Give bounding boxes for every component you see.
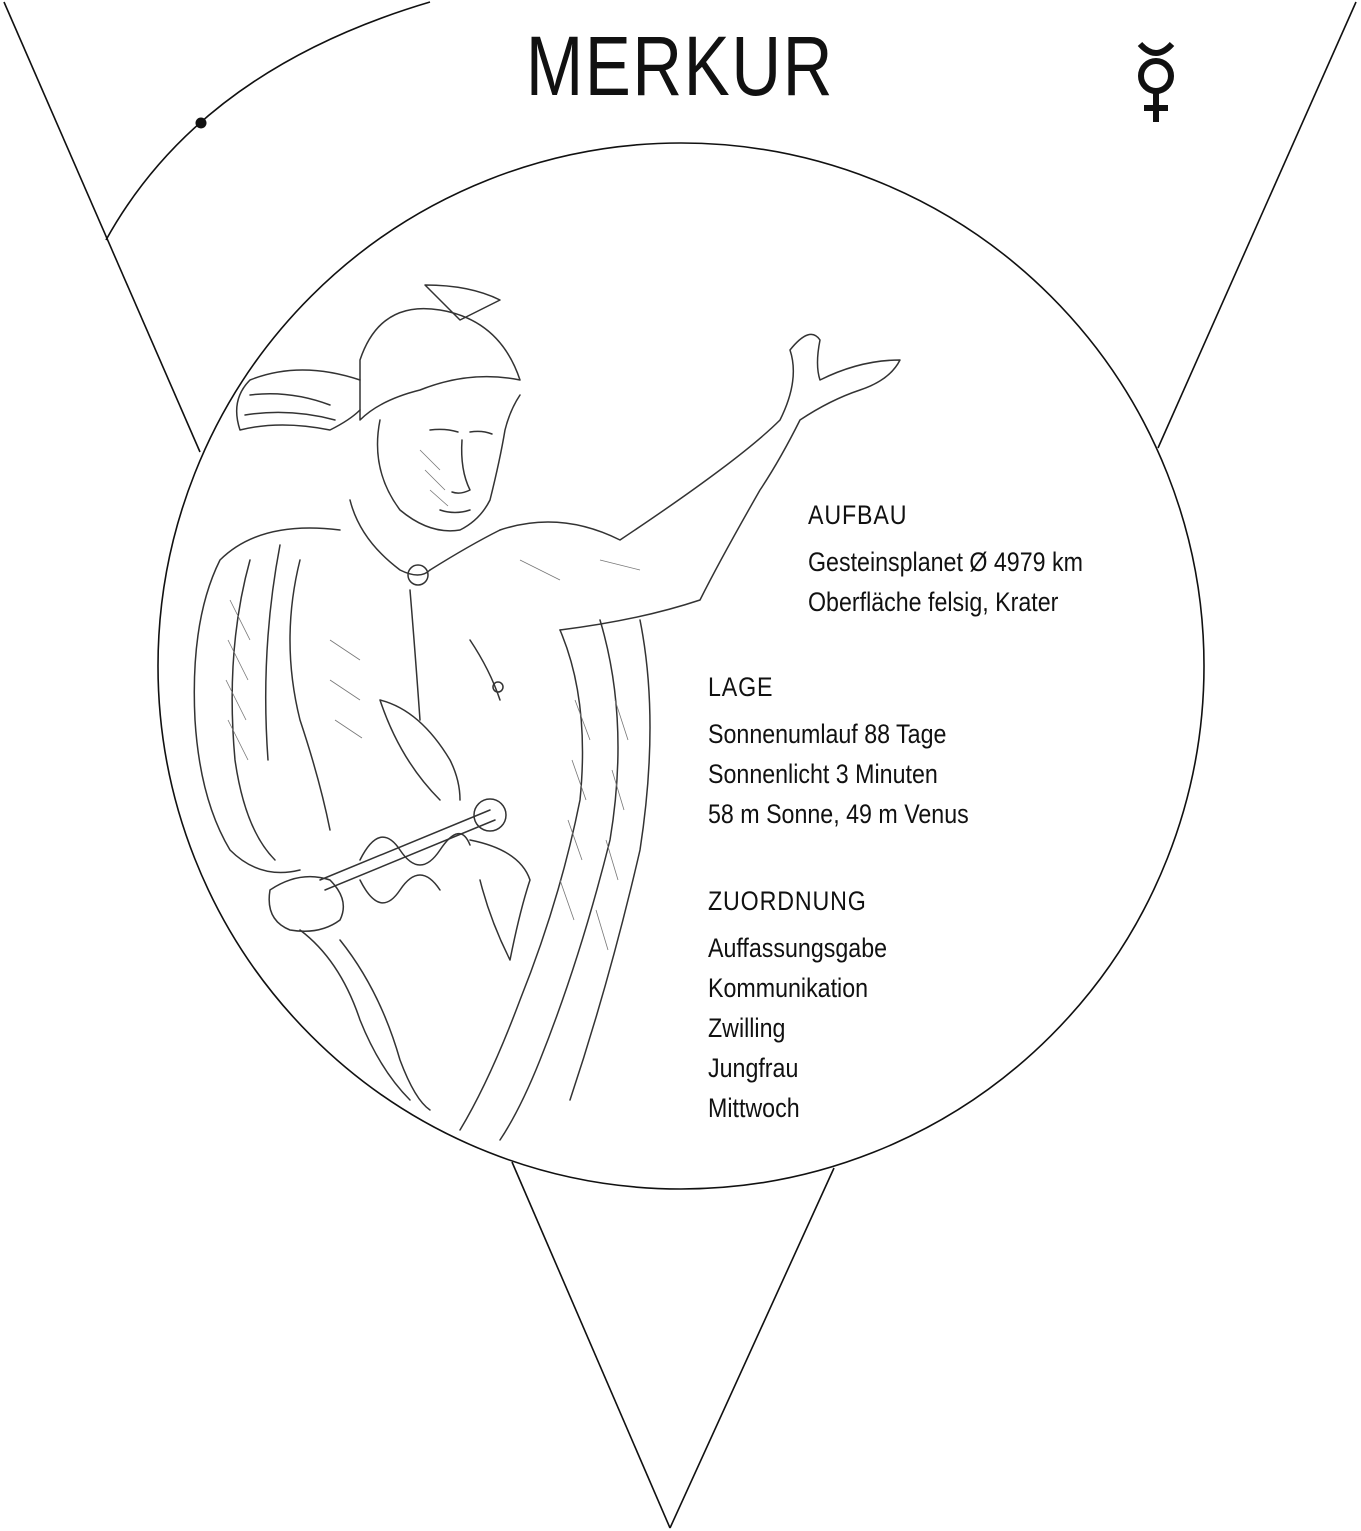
section-heading: ZUORDNUNG bbox=[708, 886, 867, 916]
section-zuordnung bbox=[708, 884, 887, 1128]
info-line: Kommunikation bbox=[708, 973, 869, 1003]
section-aufbau bbox=[808, 498, 1083, 622]
mercury-symbol-icon bbox=[1128, 40, 1184, 124]
section-heading: AUFBAU bbox=[808, 500, 908, 530]
page-title: MERKUR bbox=[525, 19, 835, 113]
info-line: Gesteinsplanet Ø 4979 km bbox=[808, 547, 1083, 577]
info-line: Jungfrau bbox=[708, 1053, 799, 1083]
info-line: Oberfläche felsig, Krater bbox=[808, 587, 1059, 617]
info-line: Auffassungsgabe bbox=[708, 933, 888, 963]
info-line: 58 m Sonne, 49 m Venus bbox=[708, 799, 969, 829]
info-line: Mittwoch bbox=[708, 1093, 800, 1123]
section-lage bbox=[708, 670, 969, 834]
info-line: Zwilling bbox=[708, 1013, 786, 1043]
info-line: Sonnenlicht 3 Minuten bbox=[708, 759, 938, 789]
section-heading: LAGE bbox=[708, 672, 774, 702]
info-line: Sonnenumlauf 88 Tage bbox=[708, 719, 947, 749]
